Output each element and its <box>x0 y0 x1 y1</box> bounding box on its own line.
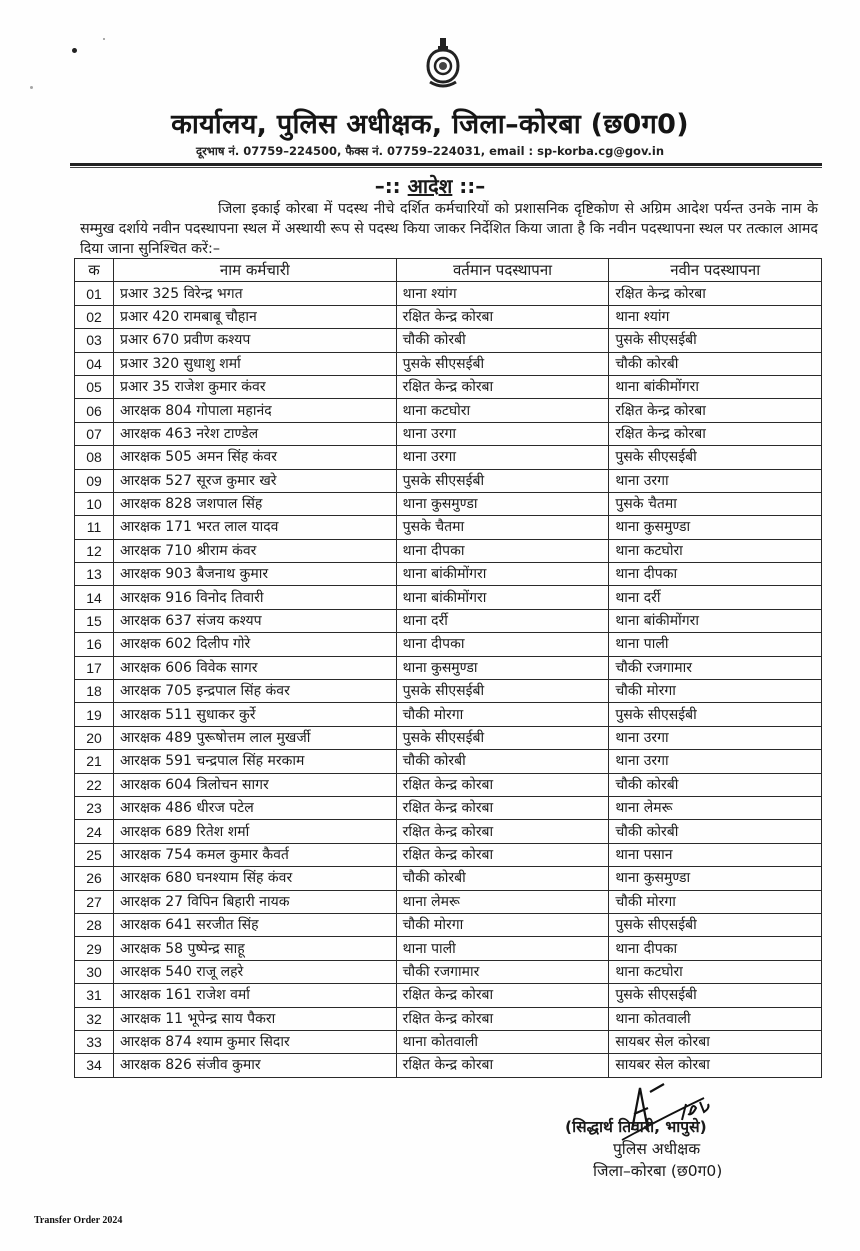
current-posting-cell: थाना दर्री <box>396 609 609 632</box>
table-row <box>75 867 822 890</box>
serial-cell: 24 <box>75 820 114 843</box>
current-posting-cell: चौकी मोरगा <box>396 703 609 726</box>
new-posting-cell: पुसके चैतमा <box>609 492 822 515</box>
current-posting-cell: थाना बांकीमोंगरा <box>396 586 609 609</box>
police-emblem-icon <box>426 38 460 90</box>
serial-cell: 10 <box>75 492 114 515</box>
header-employee-name: नाम कर्मचारी <box>113 259 396 282</box>
employee-name-cell: आरक्षक 489 पुरूषोत्तम लाल मुखर्जी <box>113 726 396 749</box>
table-row <box>75 282 822 305</box>
serial-cell: 13 <box>75 563 114 586</box>
serial-cell: 15 <box>75 609 114 632</box>
employee-name-cell: आरक्षक 903 बैजनाथ कुमार <box>113 563 396 586</box>
scan-speck <box>103 38 105 40</box>
table-row <box>75 422 822 445</box>
employee-name-cell: आरक्षक 511 सुधाकर कुर्रे <box>113 703 396 726</box>
employee-name-cell: आरक्षक 710 श्रीराम कंवर <box>113 539 396 562</box>
current-posting-cell: चौकी कोरबी <box>396 750 609 773</box>
order-heading <box>0 172 860 199</box>
current-posting-cell: थाना उरगा <box>396 446 609 469</box>
new-posting-cell: थाना पाली <box>609 633 822 656</box>
scan-speck <box>30 86 33 89</box>
serial-cell: 17 <box>75 656 114 679</box>
new-posting-cell: थाना पसान <box>609 843 822 866</box>
current-posting-cell: चौकी रजगामार <box>396 960 609 983</box>
serial-cell: 19 <box>75 703 114 726</box>
header-new-posting: नवीन पदस्थापना <box>609 259 822 282</box>
table-row <box>75 726 822 749</box>
current-posting-cell: थाना बांकीमोंगरा <box>396 563 609 586</box>
new-posting-cell: चौकी कोरबी <box>609 773 822 796</box>
employee-name-cell: आरक्षक 540 राजू लहरे <box>113 960 396 983</box>
current-posting-cell: रक्षित केन्द्र कोरबा <box>396 375 609 398</box>
employee-name-cell: आरक्षक 171 भरत लाल यादव <box>113 516 396 539</box>
employee-name-cell: आरक्षक 486 धीरज पटेल <box>113 796 396 819</box>
new-posting-cell: थाना दीपका <box>609 937 822 960</box>
table-row <box>75 703 822 726</box>
new-posting-cell: थाना कटघोरा <box>609 960 822 983</box>
new-posting-cell: थाना उरगा <box>609 726 822 749</box>
new-posting-cell: थाना उरगा <box>609 469 822 492</box>
current-posting-cell: थाना कुसमुण्डा <box>396 492 609 515</box>
employee-name-cell: प्रआर 35 राजेश कुमार कंवर <box>113 375 396 398</box>
new-posting-cell: थाना दर्री <box>609 586 822 609</box>
current-posting-cell: रक्षित केन्द्र कोरबा <box>396 773 609 796</box>
header-divider-thin <box>70 167 822 168</box>
current-posting-cell: पुसके सीएसईबी <box>396 469 609 492</box>
current-posting-cell: चौकी कोरबी <box>396 867 609 890</box>
current-posting-cell: थाना दीपका <box>396 633 609 656</box>
table-row <box>75 609 822 632</box>
table-row <box>75 750 822 773</box>
employee-name-cell: आरक्षक 591 चन्द्रपाल सिंह मरकाम <box>113 750 396 773</box>
new-posting-cell: चौकी कोरबी <box>609 352 822 375</box>
table-row <box>75 633 822 656</box>
serial-cell: 28 <box>75 913 114 936</box>
table-row <box>75 1030 822 1053</box>
table-row <box>75 563 822 586</box>
current-posting-cell: रक्षित केन्द्र कोरबा <box>396 984 609 1007</box>
new-posting-cell: चौकी मोरगा <box>609 680 822 703</box>
table-row <box>75 446 822 469</box>
table-row <box>75 329 822 352</box>
new-posting-cell: रक्षित केन्द्र कोरबा <box>609 399 822 422</box>
serial-cell: 30 <box>75 960 114 983</box>
current-posting-cell: थाना पाली <box>396 937 609 960</box>
new-posting-cell: थाना कुसमुण्डा <box>609 516 822 539</box>
table-row <box>75 352 822 375</box>
new-posting-cell: थाना लेमरू <box>609 796 822 819</box>
table-row <box>75 1054 822 1077</box>
employee-name-cell: आरक्षक 689 रितेश शर्मा <box>113 820 396 843</box>
current-posting-cell: थाना दीपका <box>396 539 609 562</box>
current-posting-cell: रक्षित केन्द्र कोरबा <box>396 305 609 328</box>
employee-name-cell: आरक्षक 874 श्याम कुमार सिदार <box>113 1030 396 1053</box>
current-posting-cell: थाना कोतवाली <box>396 1030 609 1053</box>
header-serial: क <box>75 259 114 282</box>
current-posting-cell: रक्षित केन्द्र कोरबा <box>396 843 609 866</box>
new-posting-cell: थाना कोतवाली <box>609 1007 822 1030</box>
table-row <box>75 913 822 936</box>
serial-cell: 04 <box>75 352 114 375</box>
serial-cell: 23 <box>75 796 114 819</box>
employee-name-cell: आरक्षक 828 जशपाल सिंह <box>113 492 396 515</box>
employee-name-cell: प्रआर 325 विरेन्द्र भगत <box>113 282 396 305</box>
current-posting-cell: रक्षित केन्द्र कोरबा <box>396 796 609 819</box>
serial-cell: 16 <box>75 633 114 656</box>
footer-label: Transfer Order 2024 <box>34 1215 123 1226</box>
new-posting-cell: पुसके सीएसईबी <box>609 329 822 352</box>
employee-name-cell: आरक्षक 804 गोपाला महानंद <box>113 399 396 422</box>
new-posting-cell: चौकी मोरगा <box>609 890 822 913</box>
new-posting-cell: थाना बांकीमोंगरा <box>609 375 822 398</box>
serial-cell: 07 <box>75 422 114 445</box>
table-header-row <box>75 259 822 282</box>
serial-cell: 34 <box>75 1054 114 1077</box>
serial-cell: 32 <box>75 1007 114 1030</box>
employee-name-cell: प्रआर 420 रामबाबू चौहान <box>113 305 396 328</box>
new-posting-cell: थाना बांकीमोंगरा <box>609 609 822 632</box>
header-current-posting: वर्तमान पदस्थापना <box>396 259 609 282</box>
serial-cell: 21 <box>75 750 114 773</box>
employee-name-cell: आरक्षक 604 त्रिलोचन सागर <box>113 773 396 796</box>
serial-cell: 05 <box>75 375 114 398</box>
signatory-block <box>565 1116 785 1182</box>
serial-cell: 27 <box>75 890 114 913</box>
current-posting-cell: थाना उरगा <box>396 422 609 445</box>
table-row <box>75 984 822 1007</box>
serial-cell: 01 <box>75 282 114 305</box>
new-posting-cell: थाना उरगा <box>609 750 822 773</box>
employee-name-cell: आरक्षक 641 सरजीत सिंह <box>113 913 396 936</box>
current-posting-cell: पुसके सीएसईबी <box>396 726 609 749</box>
employee-name-cell: प्रआर 320 सुधाशु शर्मा <box>113 352 396 375</box>
current-posting-cell: थाना श्यांग <box>396 282 609 305</box>
serial-cell: 31 <box>75 984 114 1007</box>
table-row <box>75 492 822 515</box>
table-row <box>75 1007 822 1030</box>
table-row <box>75 399 822 422</box>
serial-cell: 06 <box>75 399 114 422</box>
serial-cell: 02 <box>75 305 114 328</box>
new-posting-cell: थाना कटघोरा <box>609 539 822 562</box>
serial-cell: 18 <box>75 680 114 703</box>
employee-name-cell: आरक्षक 606 विवेक सागर <box>113 656 396 679</box>
new-posting-cell: चौकी कोरबी <box>609 820 822 843</box>
serial-cell: 20 <box>75 726 114 749</box>
table-row <box>75 656 822 679</box>
table-row <box>75 796 822 819</box>
current-posting-cell: रक्षित केन्द्र कोरबा <box>396 1054 609 1077</box>
serial-cell: 26 <box>75 867 114 890</box>
table-row <box>75 516 822 539</box>
current-posting-cell: थाना कटघोरा <box>396 399 609 422</box>
table-row <box>75 680 822 703</box>
table-row <box>75 960 822 983</box>
serial-cell: 29 <box>75 937 114 960</box>
employee-name-cell: आरक्षक 680 घनश्याम सिंह कंवर <box>113 867 396 890</box>
new-posting-cell: सायबर सेल कोरबा <box>609 1030 822 1053</box>
current-posting-cell: पुसके सीएसईबी <box>396 352 609 375</box>
new-posting-cell: सायबर सेल कोरबा <box>609 1054 822 1077</box>
header-divider <box>70 163 822 166</box>
employee-name-cell: आरक्षक 916 विनोद तिवारी <box>113 586 396 609</box>
table-row <box>75 937 822 960</box>
new-posting-cell: पुसके सीएसईबी <box>609 913 822 936</box>
current-posting-cell: पुसके सीएसईबी <box>396 680 609 703</box>
employee-name-cell: आरक्षक 826 संजीव कुमार <box>113 1054 396 1077</box>
employee-name-cell: आरक्षक 754 कमल कुमार कैवर्त <box>113 843 396 866</box>
table-row <box>75 375 822 398</box>
current-posting-cell: रक्षित केन्द्र कोरबा <box>396 820 609 843</box>
current-posting-cell: थाना लेमरू <box>396 890 609 913</box>
serial-cell: 09 <box>75 469 114 492</box>
transfer-table <box>74 258 822 1078</box>
employee-name-cell: आरक्षक 58 पुष्पेन्द्र साहू <box>113 937 396 960</box>
current-posting-cell: चौकी मोरगा <box>396 913 609 936</box>
serial-cell: 33 <box>75 1030 114 1053</box>
order-heading-left: –:: <box>374 174 408 198</box>
scan-speck <box>72 48 77 53</box>
table-row <box>75 843 822 866</box>
employee-name-cell: आरक्षक 463 नरेश टाण्डेल <box>113 422 396 445</box>
new-posting-cell: चौकी रजगामार <box>609 656 822 679</box>
table-row <box>75 305 822 328</box>
employee-name-cell: आरक्षक 505 अमन सिंह कंवर <box>113 446 396 469</box>
new-posting-cell: पुसके सीएसईबी <box>609 446 822 469</box>
employee-name-cell: आरक्षक 161 राजेश वर्मा <box>113 984 396 1007</box>
serial-cell: 22 <box>75 773 114 796</box>
serial-cell: 08 <box>75 446 114 469</box>
current-posting-cell: रक्षित केन्द्र कोरबा <box>396 1007 609 1030</box>
employee-name-cell: प्रआर 670 प्रवीण कश्यप <box>113 329 396 352</box>
serial-cell: 11 <box>75 516 114 539</box>
new-posting-cell: थाना दीपका <box>609 563 822 586</box>
employee-name-cell: आरक्षक 27 विपिन बिहारी नायक <box>113 890 396 913</box>
office-contact: दूरभाष नं. 07759–224500, फैक्स नं. 07759–224031, email : sp-korba.cg@gov.in <box>195 144 665 158</box>
signatory-designation: पुलिस अधीक्षक <box>613 1140 701 1158</box>
order-intro-paragraph: जिला इकाई कोरबा में पदस्थ नीचे दर्शित कर्मचारियों को प्रशासनिक दृष्टिकोण से अग्रिम आदेश पर्यन्त उनके नाम के सम्मुख दर्शाये नवीन पदस्थापना स्थल में अस्थायी रूप से पदस्थ किया जाकर निर्देशित किया जाता है कि नवीन पदस्थापना स्थल पर तत्काल आमद दिया जाना सुनिश्चित करें:– <box>80 201 818 257</box>
employee-name-cell: आरक्षक 705 इन्द्रपाल सिंह कंवर <box>113 680 396 703</box>
employee-name-cell: आरक्षक 637 संजय कश्यप <box>113 609 396 632</box>
new-posting-cell: थाना कुसमुण्डा <box>609 867 822 890</box>
table-row <box>75 773 822 796</box>
current-posting-cell: चौकी कोरबी <box>396 329 609 352</box>
employee-name-cell: आरक्षक 602 दिलीप गोरे <box>113 633 396 656</box>
serial-cell: 12 <box>75 539 114 562</box>
table-row <box>75 890 822 913</box>
employee-name-cell: आरक्षक 11 भूपेन्द्र साय पैकरा <box>113 1007 396 1030</box>
current-posting-cell: थाना कुसमुण्डा <box>396 656 609 679</box>
table-row <box>75 539 822 562</box>
new-posting-cell: पुसके सीएसईबी <box>609 703 822 726</box>
new-posting-cell: रक्षित केन्द्र कोरबा <box>609 282 822 305</box>
new-posting-cell: थाना श्यांग <box>609 305 822 328</box>
table-row <box>75 586 822 609</box>
new-posting-cell: रक्षित केन्द्र कोरबा <box>609 422 822 445</box>
serial-cell: 25 <box>75 843 114 866</box>
order-heading-right: ::– <box>452 174 486 198</box>
table-row <box>75 820 822 843</box>
signatory-district: जिला–कोरबा (छ0ग0) <box>593 1162 723 1180</box>
office-title: कार्यालय, पुलिस अधीक्षक, जिला–कोरबा (छ0ग0) <box>171 109 689 140</box>
current-posting-cell: पुसके चैतमा <box>396 516 609 539</box>
table-row <box>75 469 822 492</box>
serial-cell: 14 <box>75 586 114 609</box>
serial-cell: 03 <box>75 329 114 352</box>
order-heading-word: आदेश <box>407 174 453 198</box>
employee-name-cell: आरक्षक 527 सूरज कुमार खरे <box>113 469 396 492</box>
new-posting-cell: पुसके सीएसईबी <box>609 984 822 1007</box>
signatory-name: (सिद्धार्थ तिवारी, भापुसे) <box>565 1118 707 1136</box>
